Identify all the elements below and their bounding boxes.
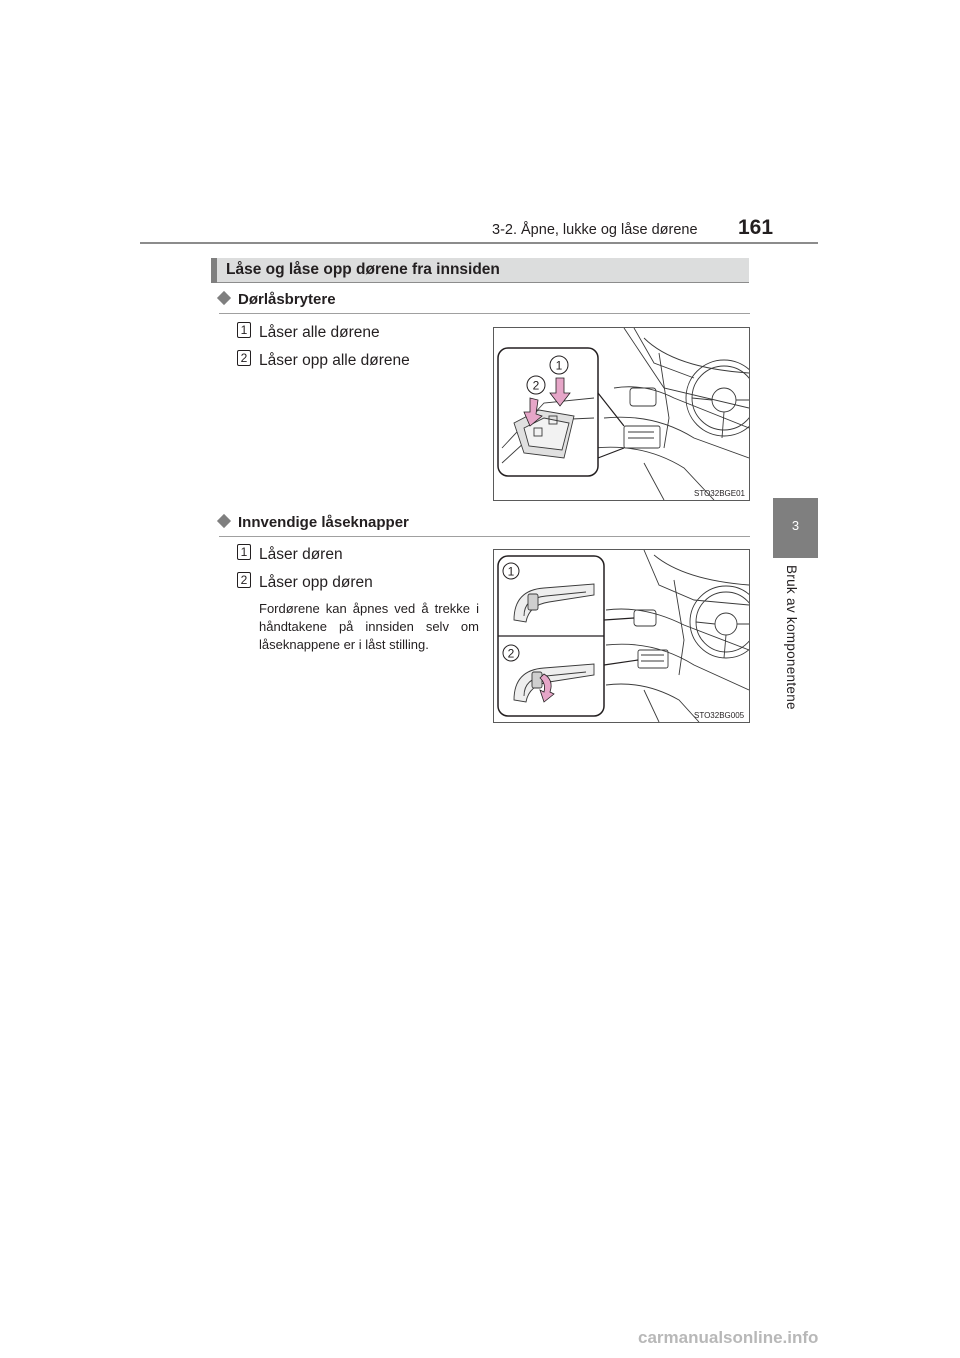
subsection-rule bbox=[219, 313, 750, 314]
section-heading-accent bbox=[211, 258, 217, 283]
figure-door-lock-switch bbox=[493, 327, 750, 501]
subsection-title: Dørlåsbrytere bbox=[238, 291, 336, 308]
section-heading-title: Låse og låse opp dørene fra innsiden bbox=[226, 261, 500, 278]
figure-inside-lock-buttons bbox=[493, 549, 750, 723]
header-rule bbox=[140, 242, 818, 244]
door-lock-switch-illustration bbox=[494, 328, 749, 500]
figure-label: STO32BGE01 bbox=[694, 489, 745, 498]
figure-label: STO32BG005 bbox=[694, 711, 745, 720]
callout-number: 2 bbox=[532, 378, 540, 393]
subsection-rule bbox=[219, 536, 750, 537]
item-text-unlock-door: Låser opp døren bbox=[259, 574, 373, 591]
diamond-bullet-icon bbox=[217, 514, 231, 528]
subsection-heading-inside-lock-buttons bbox=[219, 514, 409, 531]
callout-number: 1 bbox=[507, 564, 515, 579]
callout-2 bbox=[503, 645, 519, 661]
callout-number: 1 bbox=[555, 358, 563, 373]
item-number-icon: 1 bbox=[237, 322, 251, 338]
inside-lock-button-illustration bbox=[494, 550, 749, 722]
callout-1 bbox=[503, 563, 519, 579]
item-number-icon: 2 bbox=[237, 572, 251, 588]
chapter-title: 3-2. Åpne, lukke og låse dørene bbox=[492, 222, 698, 238]
item-text-unlock-all: Låser opp alle dørene bbox=[259, 352, 410, 369]
subsection-title: Innvendige låseknapper bbox=[238, 514, 409, 531]
subsection-heading-door-lock-switches bbox=[219, 291, 336, 308]
callout-2 bbox=[527, 376, 545, 394]
item-number-icon: 1 bbox=[237, 544, 251, 560]
watermark: carmanualsonline.info bbox=[638, 1328, 819, 1347]
callout-number: 2 bbox=[507, 646, 515, 661]
chapter-tab-label: Bruk av komponentene bbox=[784, 565, 799, 710]
item-text-lock-door: Låser døren bbox=[259, 546, 343, 563]
section-heading bbox=[211, 258, 749, 283]
item-number-icon: 2 bbox=[237, 350, 251, 366]
page-number: 161 bbox=[738, 216, 774, 239]
note-paragraph: Fordørene kan åpnes ved å trekke i håndtakene på innsiden selv om låseknappene er i låst stilling. bbox=[259, 601, 479, 652]
item-text-lock-all: Låser alle dørene bbox=[259, 324, 380, 341]
callout-1 bbox=[550, 356, 568, 374]
diamond-bullet-icon bbox=[217, 291, 231, 305]
chapter-tab-number: 3 bbox=[791, 518, 800, 533]
